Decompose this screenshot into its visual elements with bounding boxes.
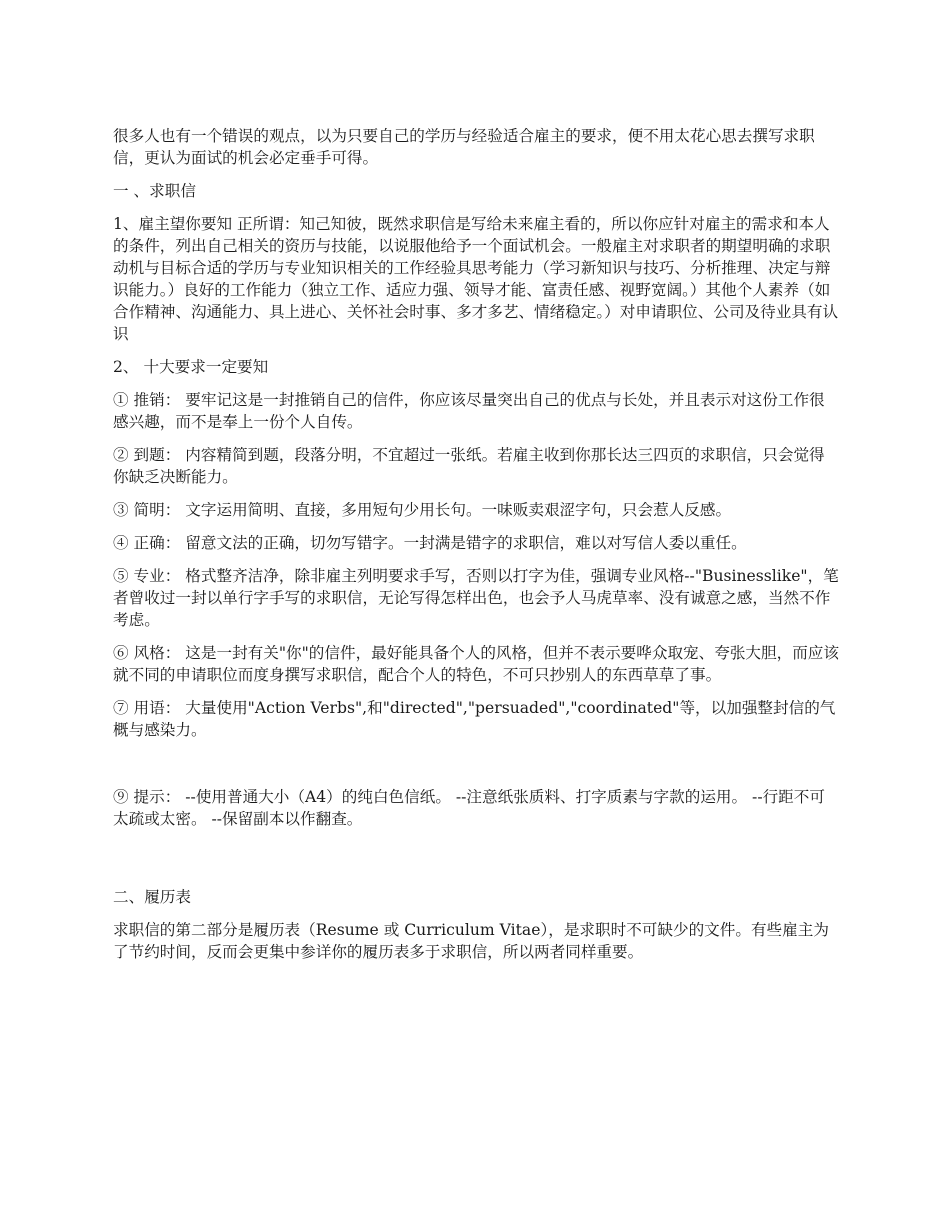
resume-paragraph: 求职信的第二部分是履历表（Resume 或 Curriculum Vitae），是求职时不可缺少的文件。有些雇主为了节约时间，反而会更集中参详你的履历表多于求职信，所以两者同样重要。 [113,921,829,961]
section-title-cover-letter: 一 、求职信 [113,182,196,200]
blank-gap [113,752,840,786]
section-title-resume: 二、履历表 [113,888,191,906]
requirement-item-6: ⑥ 风格： 这是一封有关"你"的信件，最好能具备个人的风格，但并不表示要哗众取宠、夸张大胆，而应该就不同的申请职位而度身撰写求职信，配合个人的特色，不可只抄别人的东西草草了事。 [113,644,839,684]
requirement-item-5: ⑤ 专业： 格式整齐洁净，除非雇主列明要求手写，否则以打字为佳，强调专业风格--"Businesslike"，笔者曾收过一封以单行字手写的求职信，无论写得怎样出色，也会予人马虎草率、没有诚意之感，当然不作考虑。 [113,567,839,629]
document-body [113,125,840,974]
requirement-item-9: ⑨ 提示： --使用普通大小（A4）的纯白色信纸。 --注意纸张质料、打字质素与字款的运用。 --行距不可太疏或太密。 --保留副本以作翻查。 [113,788,825,828]
requirement-item-2: ② 到题： 内容精简到题，段落分明，不宜超过一张纸。若雇主收到你那长达三四页的求职信，只会觉得你缺乏决断能力。 [113,446,825,486]
blank-gap [113,841,840,886]
employer-expectations-paragraph: 1、雇主望你要知 正所谓：知己知彼，既然求职信是写给未来雇主看的，所以你应针对雇主的需求和本人的条件，列出自己相关的资历与技能，以说服他给予一个面试机会。一般雇主对求职者的期望明确的求职动机与目标合适的学历与专业知识相关的工作经验具思考能力（学习新知识与技巧、分析推理、决定与辩识能力。）良好的工作能力（独立工作、适应力强、领导才能、富责任感、视野宽阔。）其他个人素养（如合作精神、沟通能力、具上进心、关怀社会时事、多才多艺、情绪稳定。）对申请职位、公司及待业具有认识 [113,215,839,343]
requirement-item-7: ⑦ 用语： 大量使用"Action Verbs",和"directed","persuaded","coordinated"等，以加强整封信的气概与感染力。 [113,699,836,739]
requirement-item-3: ③ 简明： 文字运用简明、直接，多用短句少用长句。一味贩卖艰涩字句，只会惹人反感。 [113,501,732,519]
intro-paragraph: 很多人也有一个错误的观点，以为只要自己的学历与经验适合雇主的要求，便不用太花心思去撰写求职信，更认为面试的机会必定垂手可得。 [113,127,815,167]
ten-requirements-heading: 2、 十大要求一定要知 [113,358,269,376]
requirement-item-1: ① 推销： 要牢记这是一封推销自己的信件，你应该尽量突出自己的优点与长处，并且表示对这份工作很感兴趣，而不是奉上一份个人自传。 [113,391,825,431]
requirement-item-4: ④ 正确： 留意文法的正确，切勿写错字。一封满是错字的求职信，难以对写信人委以重任。 [113,534,747,552]
